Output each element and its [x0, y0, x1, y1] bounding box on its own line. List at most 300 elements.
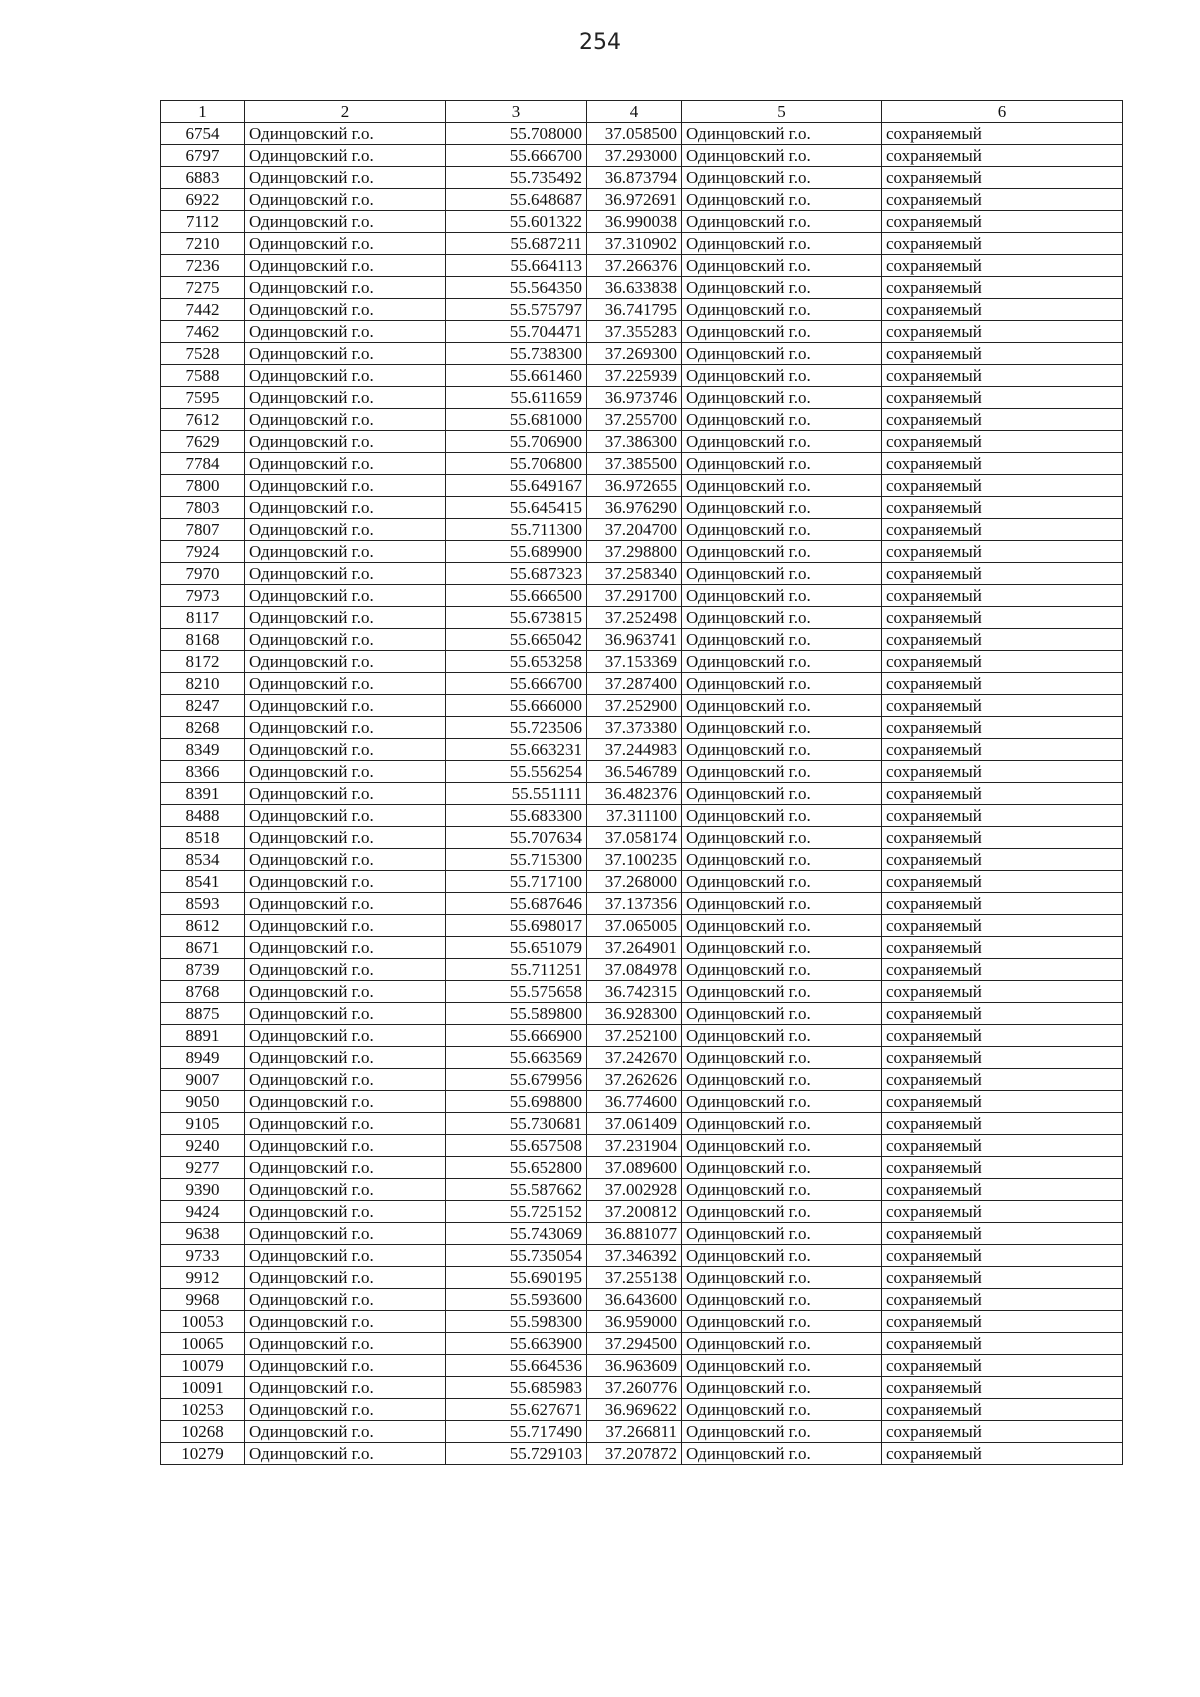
- cell-district: Одинцовский г.о.: [245, 827, 446, 849]
- cell-latitude: 55.666700: [446, 145, 587, 167]
- cell-district: Одинцовский г.о.: [245, 189, 446, 211]
- cell-district: Одинцовский г.о.: [245, 871, 446, 893]
- cell-district-2: Одинцовский г.о.: [682, 981, 882, 1003]
- cell-longitude: 37.355283: [587, 321, 682, 343]
- cell-longitude: 37.084978: [587, 959, 682, 981]
- cell-status: сохраняемый: [882, 497, 1123, 519]
- data-table: [160, 100, 1123, 1465]
- cell-id: 8366: [161, 761, 245, 783]
- cell-district: Одинцовский г.о.: [245, 277, 446, 299]
- cell-latitude: 55.593600: [446, 1289, 587, 1311]
- cell-latitude: 55.690195: [446, 1267, 587, 1289]
- cell-district: Одинцовский г.о.: [245, 563, 446, 585]
- cell-district: Одинцовский г.о.: [245, 1047, 446, 1069]
- cell-latitude: 55.665042: [446, 629, 587, 651]
- cell-id: 7800: [161, 475, 245, 497]
- cell-status: сохраняемый: [882, 167, 1123, 189]
- cell-longitude: 36.976290: [587, 497, 682, 519]
- cell-district: Одинцовский г.о.: [245, 1201, 446, 1223]
- cell-id: 10079: [161, 1355, 245, 1377]
- table-row: [161, 783, 1123, 805]
- table-row: [161, 409, 1123, 431]
- cell-latitude: 55.698800: [446, 1091, 587, 1113]
- cell-district: Одинцовский г.о.: [245, 805, 446, 827]
- cell-district-2: Одинцовский г.о.: [682, 277, 882, 299]
- cell-district: Одинцовский г.о.: [245, 959, 446, 981]
- cell-status: сохраняемый: [882, 123, 1123, 145]
- table-row: [161, 827, 1123, 849]
- cell-longitude: 37.287400: [587, 673, 682, 695]
- cell-status: сохраняемый: [882, 805, 1123, 827]
- cell-latitude: 55.687646: [446, 893, 587, 915]
- cell-longitude: 37.293000: [587, 145, 682, 167]
- cell-status: сохраняемый: [882, 739, 1123, 761]
- cell-longitude: 37.310902: [587, 233, 682, 255]
- column-header-6: 6: [882, 101, 1123, 123]
- table-row: [161, 1245, 1123, 1267]
- table-row: [161, 673, 1123, 695]
- cell-status: сохраняемый: [882, 1377, 1123, 1399]
- cell-district-2: Одинцовский г.о.: [682, 255, 882, 277]
- table-row: [161, 585, 1123, 607]
- cell-latitude: 55.730681: [446, 1113, 587, 1135]
- table-row: [161, 475, 1123, 497]
- cell-longitude: 36.742315: [587, 981, 682, 1003]
- cell-id: 8488: [161, 805, 245, 827]
- cell-district-2: Одинцовский г.о.: [682, 453, 882, 475]
- cell-status: сохраняемый: [882, 1421, 1123, 1443]
- cell-district: Одинцовский г.о.: [245, 453, 446, 475]
- cell-district: Одинцовский г.о.: [245, 739, 446, 761]
- cell-district-2: Одинцовский г.о.: [682, 1355, 882, 1377]
- cell-latitude: 55.706800: [446, 453, 587, 475]
- cell-longitude: 37.262626: [587, 1069, 682, 1091]
- cell-id: 7462: [161, 321, 245, 343]
- cell-district: Одинцовский г.о.: [245, 849, 446, 871]
- cell-district-2: Одинцовский г.о.: [682, 233, 882, 255]
- cell-longitude: 37.386300: [587, 431, 682, 453]
- cell-status: сохраняемый: [882, 453, 1123, 475]
- cell-id: 7970: [161, 563, 245, 585]
- cell-id: 8172: [161, 651, 245, 673]
- cell-status: сохраняемый: [882, 1201, 1123, 1223]
- cell-longitude: 36.482376: [587, 783, 682, 805]
- cell-latitude: 55.657508: [446, 1135, 587, 1157]
- cell-district: Одинцовский г.о.: [245, 145, 446, 167]
- table-row: [161, 1311, 1123, 1333]
- cell-id: 7629: [161, 431, 245, 453]
- cell-district: Одинцовский г.о.: [245, 431, 446, 453]
- cell-district: Одинцовский г.о.: [245, 1179, 446, 1201]
- cell-latitude: 55.711300: [446, 519, 587, 541]
- cell-longitude: 37.311100: [587, 805, 682, 827]
- cell-latitude: 55.587662: [446, 1179, 587, 1201]
- cell-longitude: 37.252498: [587, 607, 682, 629]
- cell-longitude: 37.346392: [587, 1245, 682, 1267]
- cell-longitude: 37.258340: [587, 563, 682, 585]
- cell-id: 7612: [161, 409, 245, 431]
- cell-status: сохраняемый: [882, 321, 1123, 343]
- cell-district-2: Одинцовский г.о.: [682, 915, 882, 937]
- cell-district: Одинцовский г.о.: [245, 1399, 446, 1421]
- cell-district: Одинцовский г.о.: [245, 1245, 446, 1267]
- cell-longitude: 37.252900: [587, 695, 682, 717]
- cell-district: Одинцовский г.о.: [245, 1355, 446, 1377]
- cell-longitude: 36.633838: [587, 277, 682, 299]
- cell-longitude: 37.291700: [587, 585, 682, 607]
- cell-longitude: 37.100235: [587, 849, 682, 871]
- table-row: [161, 1267, 1123, 1289]
- table-row: [161, 189, 1123, 211]
- cell-latitude: 55.707634: [446, 827, 587, 849]
- cell-district-2: Одинцовский г.о.: [682, 1289, 882, 1311]
- cell-latitude: 55.611659: [446, 387, 587, 409]
- cell-id: 7210: [161, 233, 245, 255]
- cell-longitude: 37.089600: [587, 1157, 682, 1179]
- cell-district: Одинцовский г.о.: [245, 1443, 446, 1465]
- cell-district-2: Одинцовский г.о.: [682, 871, 882, 893]
- cell-district: Одинцовский г.о.: [245, 233, 446, 255]
- table-row: [161, 277, 1123, 299]
- table-row: [161, 145, 1123, 167]
- table-row: [161, 321, 1123, 343]
- cell-latitude: 55.704471: [446, 321, 587, 343]
- cell-district: Одинцовский г.о.: [245, 1069, 446, 1091]
- cell-longitude: 37.252100: [587, 1025, 682, 1047]
- cell-longitude: 37.298800: [587, 541, 682, 563]
- cell-district-2: Одинцовский г.о.: [682, 1047, 882, 1069]
- cell-district: Одинцовский г.о.: [245, 585, 446, 607]
- table-row: [161, 761, 1123, 783]
- cell-status: сохраняемый: [882, 761, 1123, 783]
- table-row: [161, 959, 1123, 981]
- cell-id: 9912: [161, 1267, 245, 1289]
- table-row: [161, 981, 1123, 1003]
- cell-district-2: Одинцовский г.о.: [682, 1333, 882, 1355]
- table-row: [161, 1443, 1123, 1465]
- table-row: [161, 1355, 1123, 1377]
- cell-latitude: 55.683300: [446, 805, 587, 827]
- cell-longitude: 37.244983: [587, 739, 682, 761]
- cell-status: сохраняемый: [882, 959, 1123, 981]
- cell-id: 9968: [161, 1289, 245, 1311]
- cell-longitude: 36.741795: [587, 299, 682, 321]
- cell-id: 9050: [161, 1091, 245, 1113]
- cell-latitude: 55.673815: [446, 607, 587, 629]
- cell-latitude: 55.723506: [446, 717, 587, 739]
- table-row: [161, 805, 1123, 827]
- cell-latitude: 55.598300: [446, 1311, 587, 1333]
- cell-id: 8168: [161, 629, 245, 651]
- cell-district-2: Одинцовский г.о.: [682, 629, 882, 651]
- cell-district-2: Одинцовский г.о.: [682, 1311, 882, 1333]
- cell-latitude: 55.589800: [446, 1003, 587, 1025]
- cell-id: 7595: [161, 387, 245, 409]
- cell-latitude: 55.689900: [446, 541, 587, 563]
- cell-longitude: 37.266811: [587, 1421, 682, 1443]
- cell-status: сохраняемый: [882, 409, 1123, 431]
- cell-status: сохраняемый: [882, 673, 1123, 695]
- cell-latitude: 55.663231: [446, 739, 587, 761]
- cell-longitude: 37.268000: [587, 871, 682, 893]
- table-row: [161, 629, 1123, 651]
- table-row: [161, 849, 1123, 871]
- cell-longitude: 37.058500: [587, 123, 682, 145]
- cell-district-2: Одинцовский г.о.: [682, 651, 882, 673]
- cell-id: 9105: [161, 1113, 245, 1135]
- cell-latitude: 55.666500: [446, 585, 587, 607]
- cell-id: 10268: [161, 1421, 245, 1443]
- cell-latitude: 55.735054: [446, 1245, 587, 1267]
- cell-status: сохраняемый: [882, 519, 1123, 541]
- cell-district: Одинцовский г.о.: [245, 365, 446, 387]
- cell-latitude: 55.556254: [446, 761, 587, 783]
- table-row: [161, 167, 1123, 189]
- cell-id: 8268: [161, 717, 245, 739]
- cell-latitude: 55.664536: [446, 1355, 587, 1377]
- cell-status: сохраняемый: [882, 1311, 1123, 1333]
- cell-district-2: Одинцовский г.о.: [682, 739, 882, 761]
- cell-latitude: 55.601322: [446, 211, 587, 233]
- table-row: [161, 233, 1123, 255]
- table-row: [161, 871, 1123, 893]
- cell-longitude: 36.969622: [587, 1399, 682, 1421]
- cell-district-2: Одинцовский г.о.: [682, 695, 882, 717]
- cell-id: 8534: [161, 849, 245, 871]
- cell-latitude: 55.685983: [446, 1377, 587, 1399]
- cell-district: Одинцовский г.о.: [245, 981, 446, 1003]
- table-row: [161, 1157, 1123, 1179]
- cell-latitude: 55.564350: [446, 277, 587, 299]
- cell-longitude: 36.774600: [587, 1091, 682, 1113]
- cell-district-2: Одинцовский г.о.: [682, 519, 882, 541]
- table-row: [161, 541, 1123, 563]
- cell-district-2: Одинцовский г.о.: [682, 1443, 882, 1465]
- cell-district: Одинцовский г.о.: [245, 783, 446, 805]
- cell-id: 8117: [161, 607, 245, 629]
- cell-district-2: Одинцовский г.о.: [682, 343, 882, 365]
- cell-id: 6797: [161, 145, 245, 167]
- cell-status: сохраняемый: [882, 1267, 1123, 1289]
- cell-district: Одинцовский г.о.: [245, 1157, 446, 1179]
- cell-id: 7442: [161, 299, 245, 321]
- cell-id: 8518: [161, 827, 245, 849]
- cell-latitude: 55.651079: [446, 937, 587, 959]
- cell-district-2: Одинцовский г.о.: [682, 607, 882, 629]
- cell-id: 8949: [161, 1047, 245, 1069]
- cell-district: Одинцовский г.о.: [245, 409, 446, 431]
- cell-id: 8349: [161, 739, 245, 761]
- cell-longitude: 37.269300: [587, 343, 682, 365]
- cell-id: 9240: [161, 1135, 245, 1157]
- cell-longitude: 37.200812: [587, 1201, 682, 1223]
- cell-district-2: Одинцовский г.о.: [682, 783, 882, 805]
- table-row: [161, 1333, 1123, 1355]
- cell-status: сохраняемый: [882, 1113, 1123, 1135]
- cell-status: сохраняемый: [882, 1289, 1123, 1311]
- cell-status: сохраняемый: [882, 827, 1123, 849]
- cell-status: сохраняемый: [882, 1091, 1123, 1113]
- cell-district-2: Одинцовский г.о.: [682, 585, 882, 607]
- table-row: [161, 937, 1123, 959]
- cell-district-2: Одинцовский г.о.: [682, 937, 882, 959]
- table-row: [161, 893, 1123, 915]
- cell-district-2: Одинцовский г.о.: [682, 497, 882, 519]
- cell-longitude: 36.873794: [587, 167, 682, 189]
- cell-district-2: Одинцовский г.о.: [682, 827, 882, 849]
- cell-id: 7528: [161, 343, 245, 365]
- cell-latitude: 55.743069: [446, 1223, 587, 1245]
- table-row: [161, 519, 1123, 541]
- cell-district-2: Одинцовский г.о.: [682, 167, 882, 189]
- cell-status: сохраняемый: [882, 233, 1123, 255]
- table-body: [161, 123, 1123, 1465]
- cell-longitude: 37.061409: [587, 1113, 682, 1135]
- cell-latitude: 55.666000: [446, 695, 587, 717]
- cell-district-2: Одинцовский г.о.: [682, 893, 882, 915]
- cell-district: Одинцовский г.о.: [245, 211, 446, 233]
- cell-district: Одинцовский г.о.: [245, 1311, 446, 1333]
- cell-district: Одинцовский г.о.: [245, 651, 446, 673]
- cell-longitude: 37.255700: [587, 409, 682, 431]
- cell-id: 8768: [161, 981, 245, 1003]
- cell-status: сохраняемый: [882, 299, 1123, 321]
- cell-latitude: 55.706900: [446, 431, 587, 453]
- cell-latitude: 55.653258: [446, 651, 587, 673]
- table-row: [161, 1223, 1123, 1245]
- cell-longitude: 37.294500: [587, 1333, 682, 1355]
- cell-id: 6754: [161, 123, 245, 145]
- cell-longitude: 37.137356: [587, 893, 682, 915]
- cell-latitude: 55.725152: [446, 1201, 587, 1223]
- cell-district-2: Одинцовский г.о.: [682, 475, 882, 497]
- cell-status: сохраняемый: [882, 607, 1123, 629]
- table-row: [161, 453, 1123, 475]
- cell-longitude: 37.153369: [587, 651, 682, 673]
- table-row: [161, 1135, 1123, 1157]
- cell-id: 10091: [161, 1377, 245, 1399]
- cell-status: сохраняемый: [882, 189, 1123, 211]
- cell-longitude: 37.207872: [587, 1443, 682, 1465]
- cell-longitude: 37.065005: [587, 915, 682, 937]
- cell-longitude: 36.963741: [587, 629, 682, 651]
- cell-id: 8247: [161, 695, 245, 717]
- cell-status: сохраняемый: [882, 1025, 1123, 1047]
- cell-district: Одинцовский г.о.: [245, 761, 446, 783]
- cell-district: Одинцовский г.о.: [245, 1421, 446, 1443]
- cell-id: 7236: [161, 255, 245, 277]
- cell-district: Одинцовский г.о.: [245, 541, 446, 563]
- cell-latitude: 55.551111: [446, 783, 587, 805]
- cell-status: сохраняемый: [882, 1333, 1123, 1355]
- table-row: [161, 717, 1123, 739]
- cell-longitude: 37.266376: [587, 255, 682, 277]
- cell-district-2: Одинцовский г.о.: [682, 717, 882, 739]
- cell-status: сохраняемый: [882, 585, 1123, 607]
- cell-longitude: 37.260776: [587, 1377, 682, 1399]
- cell-latitude: 55.687323: [446, 563, 587, 585]
- cell-status: сохраняемый: [882, 651, 1123, 673]
- cell-district-2: Одинцовский г.о.: [682, 123, 882, 145]
- cell-latitude: 55.715300: [446, 849, 587, 871]
- cell-longitude: 37.058174: [587, 827, 682, 849]
- cell-id: 8391: [161, 783, 245, 805]
- cell-district: Одинцовский г.о.: [245, 387, 446, 409]
- cell-status: сохраняемый: [882, 475, 1123, 497]
- cell-id: 10065: [161, 1333, 245, 1355]
- table-row: [161, 497, 1123, 519]
- cell-district-2: Одинцовский г.о.: [682, 959, 882, 981]
- cell-status: сохраняемый: [882, 277, 1123, 299]
- cell-latitude: 55.711251: [446, 959, 587, 981]
- cell-district: Одинцовский г.о.: [245, 1135, 446, 1157]
- cell-district: Одинцовский г.о.: [245, 519, 446, 541]
- cell-latitude: 55.663900: [446, 1333, 587, 1355]
- table-row: [161, 607, 1123, 629]
- cell-latitude: 55.645415: [446, 497, 587, 519]
- cell-district-2: Одинцовский г.о.: [682, 761, 882, 783]
- cell-district: Одинцовский г.о.: [245, 497, 446, 519]
- cell-id: 7588: [161, 365, 245, 387]
- cell-district-2: Одинцовский г.о.: [682, 541, 882, 563]
- cell-district: Одинцовский г.о.: [245, 629, 446, 651]
- cell-longitude: 37.002928: [587, 1179, 682, 1201]
- cell-longitude: 36.546789: [587, 761, 682, 783]
- table-row: [161, 1113, 1123, 1135]
- cell-district-2: Одинцовский г.о.: [682, 1157, 882, 1179]
- cell-district-2: Одинцовский г.о.: [682, 1399, 882, 1421]
- cell-district: Одинцовский г.о.: [245, 255, 446, 277]
- cell-id: 8593: [161, 893, 245, 915]
- cell-district-2: Одинцовский г.о.: [682, 1201, 882, 1223]
- cell-district: Одинцовский г.о.: [245, 695, 446, 717]
- cell-district-2: Одинцовский г.о.: [682, 189, 882, 211]
- table-row: [161, 651, 1123, 673]
- cell-latitude: 55.664113: [446, 255, 587, 277]
- cell-district-2: Одинцовский г.о.: [682, 387, 882, 409]
- table-row: [161, 1025, 1123, 1047]
- cell-status: сохраняемый: [882, 1135, 1123, 1157]
- cell-district: Одинцовский г.о.: [245, 475, 446, 497]
- cell-status: сохраняемый: [882, 915, 1123, 937]
- cell-latitude: 55.729103: [446, 1443, 587, 1465]
- table-row: [161, 255, 1123, 277]
- cell-longitude: 36.959000: [587, 1311, 682, 1333]
- cell-id: 8671: [161, 937, 245, 959]
- cell-district-2: Одинцовский г.о.: [682, 321, 882, 343]
- cell-status: сохраняемый: [882, 1443, 1123, 1465]
- cell-district-2: Одинцовский г.о.: [682, 1069, 882, 1091]
- cell-status: сохраняемый: [882, 541, 1123, 563]
- cell-id: 8891: [161, 1025, 245, 1047]
- table-row: [161, 695, 1123, 717]
- cell-status: сохраняемый: [882, 563, 1123, 585]
- cell-district: Одинцовский г.о.: [245, 915, 446, 937]
- cell-district: Одинцовский г.о.: [245, 321, 446, 343]
- table-row: [161, 1003, 1123, 1025]
- cell-id: 8612: [161, 915, 245, 937]
- table-row: [161, 365, 1123, 387]
- cell-latitude: 55.708000: [446, 123, 587, 145]
- cell-id: 10279: [161, 1443, 245, 1465]
- cell-district-2: Одинцовский г.о.: [682, 1245, 882, 1267]
- cell-latitude: 55.575797: [446, 299, 587, 321]
- cell-district: Одинцовский г.о.: [245, 1025, 446, 1047]
- cell-district: Одинцовский г.о.: [245, 1267, 446, 1289]
- cell-id: 9007: [161, 1069, 245, 1091]
- cell-longitude: 36.972691: [587, 189, 682, 211]
- table-header-row: [161, 101, 1123, 123]
